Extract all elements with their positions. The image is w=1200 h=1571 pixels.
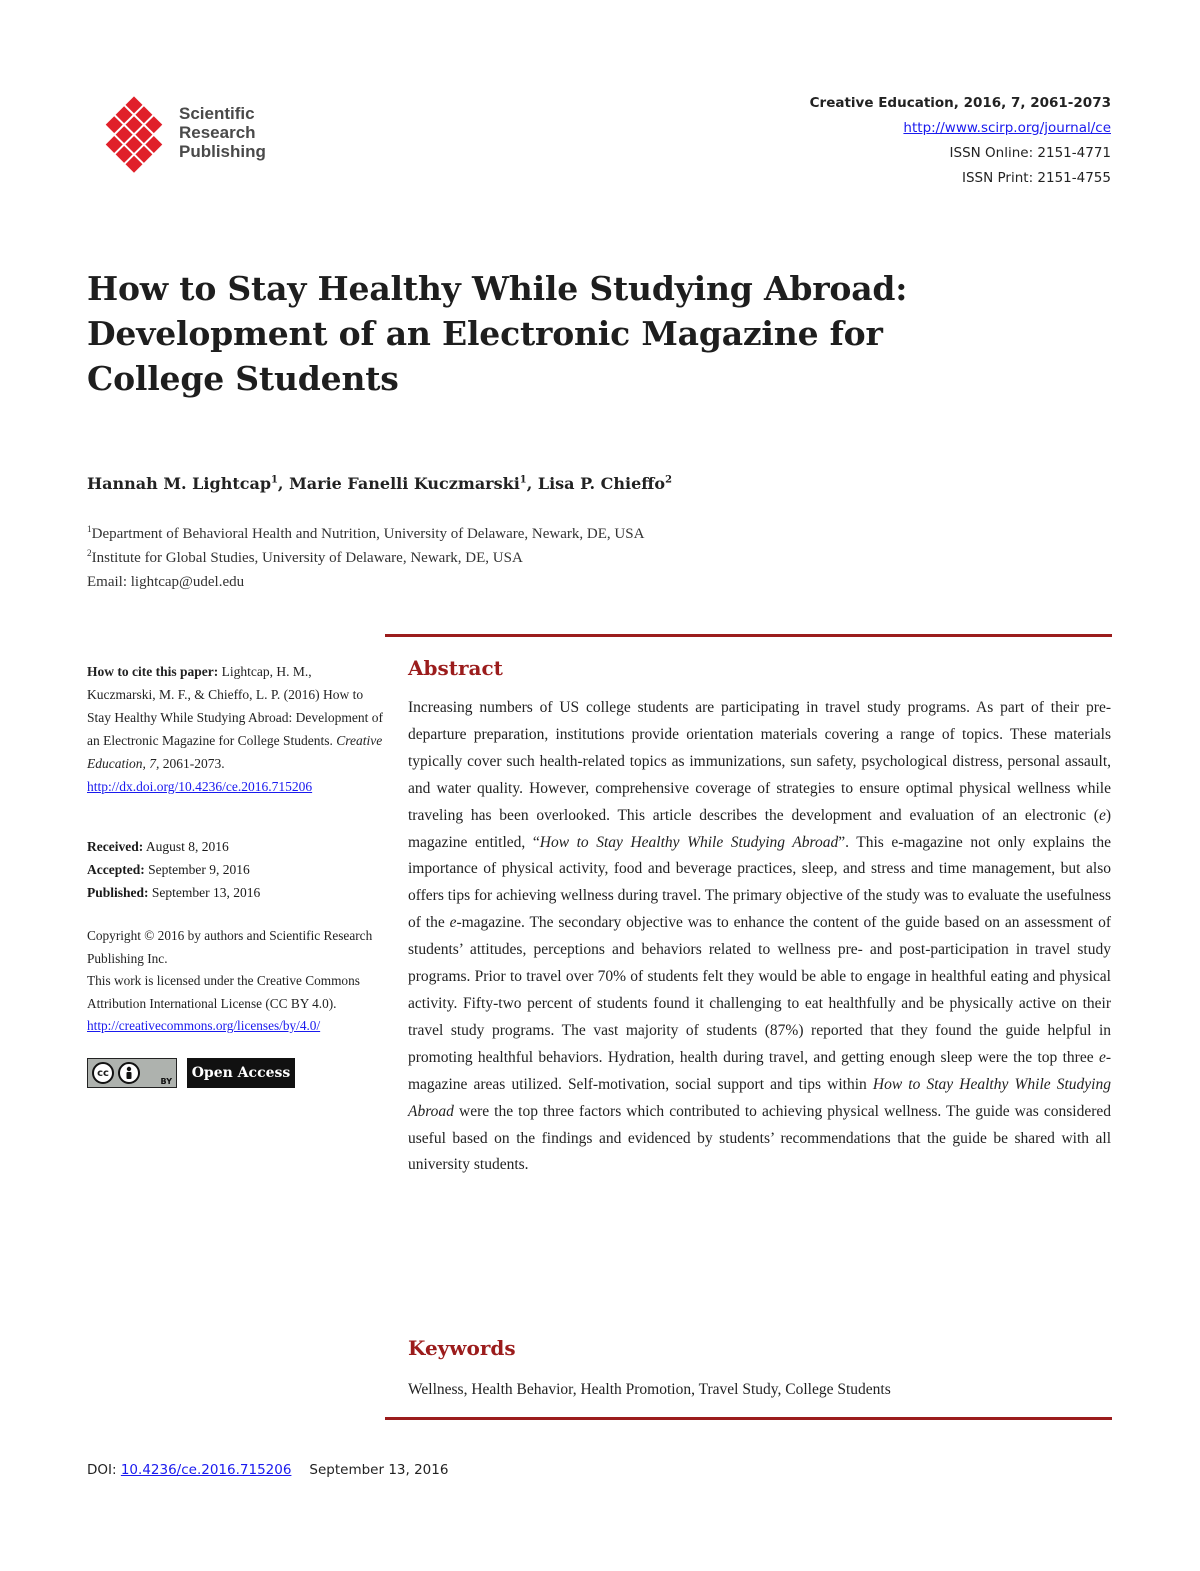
paper-title (87, 266, 1087, 401)
title-line: How to Stay Healthy While Studying Abroad: (87, 269, 908, 308)
footer-doi-link[interactable]: 10.4236/ce.2016.715206 (120, 1462, 292, 1478)
affiliation-sup: 2 (87, 549, 92, 559)
title-line: College Students (87, 359, 399, 398)
copyright-text: Copyright © 2016 by authors and Scientific Research Publishing Inc. (87, 928, 373, 966)
bottom-divider (385, 1417, 1112, 1420)
received-label: Received: (87, 839, 144, 854)
publisher-name (179, 104, 266, 161)
affiliations (87, 522, 644, 594)
citation-text: Lightcap, H. M., Kuczmarski, M. F., & Chieffo, L. P. (2016) How to Stay Healthy While Studying Abroad: Development of an Electronic Magazine for College Students. (87, 664, 383, 748)
dates-block (87, 835, 260, 904)
issn-print: ISSN Print: 2151-4755 (962, 170, 1111, 186)
abstract-italic: e (1098, 806, 1106, 824)
open-access-badge: Open Access (187, 1058, 295, 1088)
title-line: Development of an Electronic Magazine for (87, 314, 883, 353)
affiliation-sup: 1 (87, 525, 92, 535)
received-date: August 8, 2016 (143, 839, 229, 854)
accepted-date: September 9, 2016 (144, 862, 250, 877)
publisher-line: Research (179, 123, 256, 142)
abstract-italic: e (449, 914, 457, 932)
author-name: Hannah M. Lightcap (87, 474, 272, 493)
affiliation (87, 546, 644, 570)
author-name: Lisa P. Chieffo (537, 474, 666, 493)
abstract-text: were the top three factors which contributed to achieving physical wellness. The guide was considered useful based on the findings and evidenced by students’ recommendations that the guide be shared with all university students. (408, 1102, 1111, 1174)
cc-icon: cc (92, 1062, 114, 1084)
abstract-text: -magazine areas utilized. Self-motivation, social support and tips within (408, 1048, 1111, 1093)
abstract-heading: Abstract (408, 656, 503, 680)
license-link[interactable]: http://creativecommons.org/licenses/by/4.0/ (87, 1018, 321, 1033)
affiliation-text: Department of Behavioral Health and Nutrition, University of Delaware, Newark, DE, USA (91, 526, 645, 542)
author-list (87, 474, 672, 493)
author-sup: 1 (271, 474, 278, 486)
author-sep: , (526, 474, 538, 493)
cc-license-badge[interactable] (87, 1058, 177, 1088)
publisher-line: Scientific (179, 104, 255, 123)
journal-name: Creative Education, 2016, 7, 2061-2073 (809, 95, 1111, 111)
by-person-icon (118, 1062, 140, 1084)
citation-pages: 2061-2073. (159, 756, 225, 771)
footer-doi-label: DOI: (87, 1462, 121, 1478)
author-sep: , (277, 474, 290, 493)
affiliation (87, 522, 644, 546)
keywords-text: Wellness, Health Behavior, Health Promotion, Travel Study, College Students (408, 1381, 891, 1398)
accepted-label: Accepted: (87, 862, 145, 877)
abstract-italic: How to Stay Healthy While Studying Abroad (408, 1075, 1111, 1120)
issn-online: ISSN Online: 2151-4771 (949, 145, 1111, 161)
license-text: This work is licensed under the Creative Commons Attribution International License (CC BY 4.0). (87, 973, 360, 1011)
published-date: September 13, 2016 (148, 885, 261, 900)
cc-by-label: BY (160, 1077, 172, 1086)
abstract-text: Increasing numbers of US college students are participating in travel study programs. As part of their pre-departure preparation, institutions provide orientation materials covering a range of topics. These materials typically cover such health-related topics as immunizations, sun safety, psychological distress, personal assault, and water quality. However, comprehensive coverage of strategies to ensure optimal physical wellness while traveling has been overlooked. This article describes the development and evaluation of an electronic ( (408, 699, 1111, 824)
citation-label: How to cite this paper: (87, 664, 219, 679)
copyright-block (87, 925, 387, 1038)
citation-block (87, 660, 383, 798)
affiliation-text: Institute for Global Studies, University of Delaware, Newark, DE, USA (91, 550, 523, 566)
author-sup: 1 (519, 474, 527, 486)
journal-info (810, 91, 1111, 191)
citation-journal: Creative Education, 7, (87, 733, 383, 771)
publisher-line: Publishing (179, 142, 266, 161)
author-sup: 2 (665, 474, 672, 486)
abstract-body (408, 695, 1111, 1179)
keywords-heading: Keywords (408, 1336, 516, 1360)
page-footer (87, 1462, 448, 1478)
abstract-italic: How to Stay Healthy While Studying Abroad (539, 833, 839, 851)
published-label: Published: (87, 885, 149, 900)
abstract-text: ”. This e-magazine not only explains the importance of physical activity, food and beverage practices, sleep, and stress and time management, but also offers tips for achieving wellness during travel. The primary objective of the study was to evaluate the usefulness of the (408, 833, 1111, 932)
footer-date: September 13, 2016 (309, 1462, 449, 1478)
abstract-text: -magazine. The secondary objective was to enhance the content of the guide based on an assessment of students’ attitudes, perceptions and behaviors related to wellness pre- and post-participation in travel study programs. Prior to travel over 70% of students felt they would be able to engage in healthful eating and physical activity. Fifty-two percent of students found it challenging to eat healthfully and be physically active on their travel study programs. The vast majority of students (87%) reported that they found the guide helpful in promoting healthful behaviors. Hydration, health during travel, and getting enough sleep were the top three (408, 914, 1111, 1066)
author-email: Email: lightcap@udel.edu (87, 574, 245, 590)
abstract-italic: e (1098, 1048, 1106, 1066)
abstract-text: ) magazine entitled, “ (408, 806, 1111, 851)
top-divider (385, 634, 1112, 637)
journal-url-link[interactable]: http://www.scirp.org/journal/ce (903, 120, 1111, 136)
citation-doi-link[interactable]: http://dx.doi.org/10.4236/ce.2016.715206 (87, 779, 313, 794)
author-name: Marie Fanelli Kuczmarski (289, 474, 520, 493)
